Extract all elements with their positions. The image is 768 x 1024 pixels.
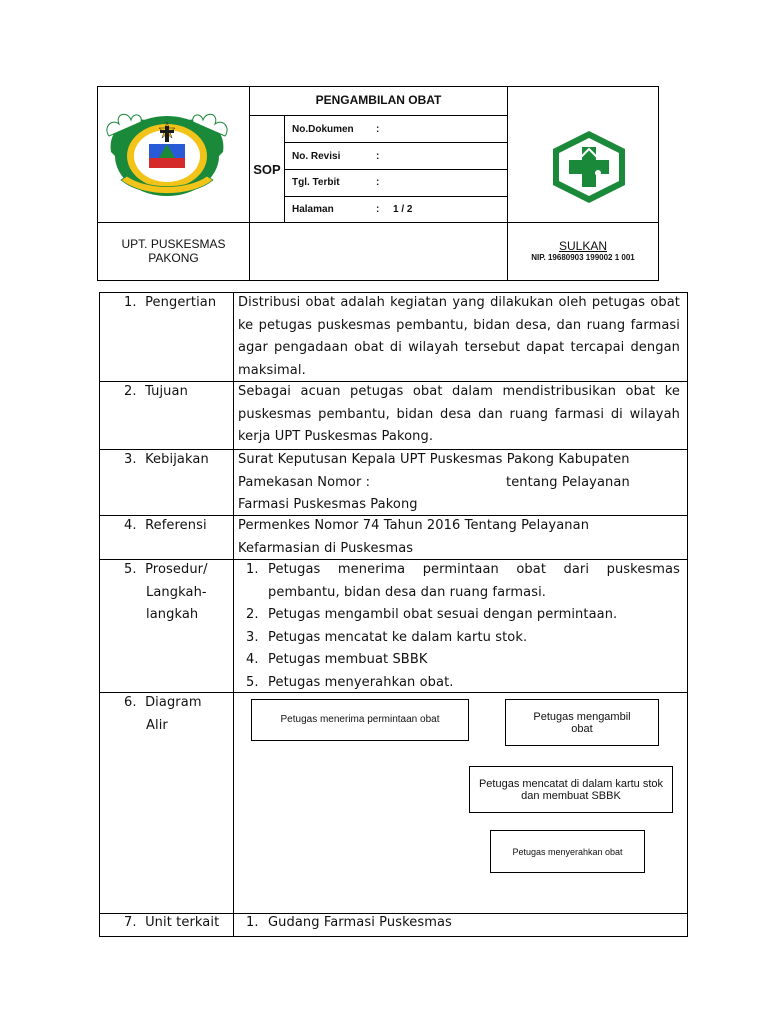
section-content-kebijakan xyxy=(238,449,680,517)
text-line: Petugas menerima permintaan obat dari puskesmas xyxy=(268,562,680,577)
unit-name: Gudang Farmasi Puskesmas xyxy=(268,915,452,930)
text-line: Petugas mengambil obat sesuai dengan permintaan. xyxy=(268,607,618,622)
text-line xyxy=(238,472,680,495)
section-content-referensi xyxy=(238,515,680,560)
text-line: Surat Keputusan Kepala UPT Puskesmas Pakong Kabupaten xyxy=(238,452,630,467)
section-label-unit-terkait: 7. Unit terkait xyxy=(124,915,220,930)
field-label-no-revisi: No. Revisi xyxy=(292,151,341,162)
field-label-no-dokumen: No.Dokumen xyxy=(292,124,354,135)
step-number: 3. xyxy=(246,629,259,645)
text-line: maksimal. xyxy=(238,362,306,378)
step-number: 4. xyxy=(246,652,259,667)
flow-step-take-medicine: Petugas mengambil obat xyxy=(505,699,659,746)
text-line: puskesmas pembantu, bidan desa dan ruang farmasi di wilayah xyxy=(238,406,680,422)
field-label-tgl-terbit: Tgl. Terbit xyxy=(292,177,340,188)
section-content-tujuan xyxy=(238,381,680,449)
section-label-referensi: 4. Referensi xyxy=(124,518,207,533)
procedure-step xyxy=(246,559,680,604)
text-line: ke petugas puskesmas pembantu, bidan desa, dan ruang farmasi xyxy=(238,317,680,333)
signer-block xyxy=(508,239,658,263)
text-line: Petugas mencatat ke dalam kartu stok. xyxy=(268,629,528,645)
flow-step-hand-over: Petugas menyerahkan obat xyxy=(490,830,645,873)
signer-nip: NIP. 19680903 199002 1 001 xyxy=(531,253,635,262)
text-line: agar pengadaan obat di wilayah tersebut dapat tercapai dengan xyxy=(238,340,680,355)
section-content-pengertian xyxy=(238,292,680,382)
flow-step-record-stock: Petugas mencatat di dalam kartu stok dan membuat SBBK xyxy=(469,766,673,813)
section-label-kebijakan: 3. Kebijakan xyxy=(124,452,209,467)
field-label-halaman: Halaman xyxy=(292,204,334,215)
label-line: 6. Diagram xyxy=(124,695,202,710)
field-sep: : xyxy=(376,204,380,215)
document-title: PENGAMBILAN OBAT xyxy=(315,93,442,107)
decree-subject: tentang Pelayanan xyxy=(506,474,630,490)
text-line: Farmasi Puskesmas Pakong xyxy=(238,497,418,512)
related-units xyxy=(246,912,680,935)
puskesmas-logo-icon xyxy=(549,129,629,205)
organization-name xyxy=(98,237,249,265)
flow-step-receive-request: Petugas menerima permintaan obat xyxy=(251,699,469,741)
field-sep: : xyxy=(376,177,380,188)
procedure-step xyxy=(246,604,680,627)
step-number: 1. xyxy=(246,562,259,577)
label-line: Alir xyxy=(146,717,168,733)
text-line: Kefarmasian di Puskesmas xyxy=(238,540,414,556)
signer-name: SULKAN xyxy=(558,239,608,253)
text-line: Petugas menyerahkan obat. xyxy=(268,674,454,690)
pamekasan-logo-icon xyxy=(103,106,231,202)
text-line: Sebagai acuan petugas obat dalam mendistribusikan obat ke xyxy=(238,384,680,399)
procedure-step xyxy=(246,649,680,672)
step-number: 5. xyxy=(246,674,259,690)
procedure-step xyxy=(246,672,680,695)
sop-label: SOP xyxy=(253,162,281,177)
text-line: Permenkes Nomor 74 Tahun 2016 Tentang Pelayanan xyxy=(238,518,590,533)
procedure-step xyxy=(246,627,680,650)
org-line-1: UPT. PUSKESMAS xyxy=(121,237,226,251)
text-line: Distribusi obat adalah kegiatan yang dilakukan oleh petugas obat xyxy=(238,295,680,310)
section-label-pengertian: 1. Pengertian xyxy=(124,295,217,310)
org-line-2: PAKONG xyxy=(148,251,199,265)
text-line: Petugas membuat SBBK xyxy=(268,652,428,667)
label-line: langkah xyxy=(146,607,199,622)
field-sep: : xyxy=(376,124,380,135)
field-value-halaman: 1 / 2 xyxy=(393,204,413,215)
section-label-tujuan: 2. Tujuan xyxy=(124,384,188,399)
section-label-prosedur xyxy=(124,559,208,627)
label-line: 5. Prosedur/ xyxy=(124,562,208,577)
text-line: pembantu, bidan desa dan ruang farmasi. xyxy=(268,584,547,600)
field-sep: : xyxy=(376,151,380,162)
decree-number-label: Pamekasan Nomor : xyxy=(238,474,371,490)
section-label-diagram xyxy=(124,692,202,737)
procedure-steps xyxy=(246,559,680,694)
unit-number: 1. xyxy=(246,915,259,930)
step-number: 2. xyxy=(246,607,259,622)
text-line: kerja UPT Puskesmas Pakong. xyxy=(238,429,434,444)
label-line: Langkah- xyxy=(146,584,207,600)
